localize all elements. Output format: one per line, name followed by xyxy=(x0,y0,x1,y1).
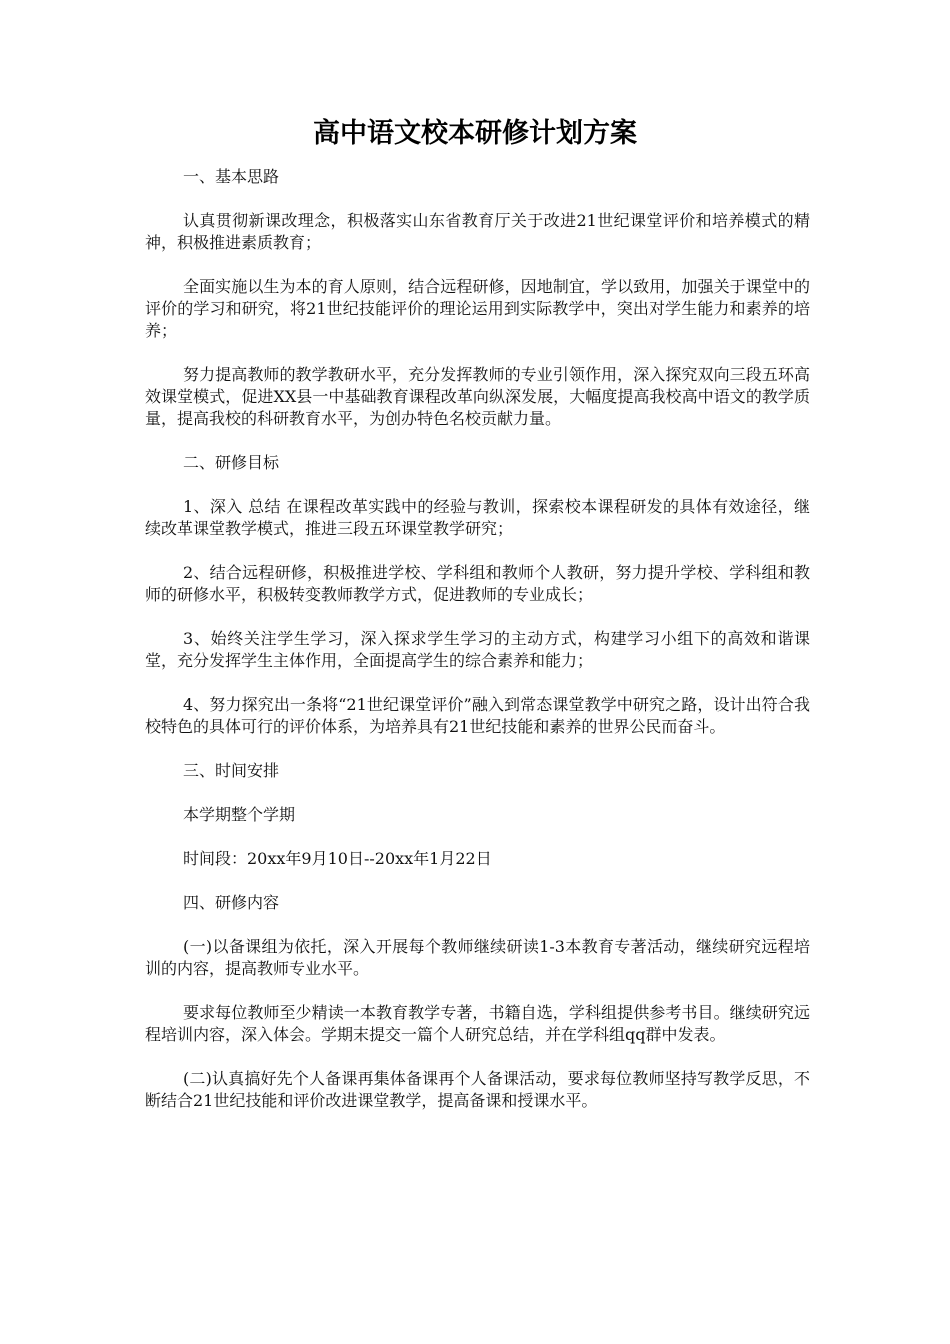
section-heading-basic-ideas: 一、基本思路 xyxy=(183,167,280,186)
paragraph: 本学期整个学期 xyxy=(183,805,296,824)
paragraph: 4、努力探究出一条将“21世纪课堂评价”融入到常态课堂教学中研究之路，设计出符合我校特色的具体可行的评价体系，为培养具有21世纪技能和素养的世界公民而奋斗。 xyxy=(145,695,810,736)
section-heading-content: 四、研修内容 xyxy=(183,893,280,912)
section-heading-schedule: 三、时间安排 xyxy=(183,761,280,780)
paragraph: 3、始终关注学生学习，深入探求学生学习的主动方式，构建学习小组下的高效和谐课堂，充分发挥学生主体作用，全面提高学生的综合素养和能力； xyxy=(145,629,810,670)
paragraph: 1、深入 总结 在课程改革实践中的经验与教训，探索校本课程研发的具体有效途径，继续改革课堂教学模式，推进三段五环课堂教学研究； xyxy=(145,497,810,538)
paragraph: 努力提高教师的教学教研水平，充分发挥教师的专业引领作用，深入探究双向三段五环高效课堂模式，促进XX县一中基础教育课程改革向纵深发展，大幅度提高我校高中语文的教学质量，提高我校的科研教育水平，为创办特色名校贡献力量。 xyxy=(145,365,810,428)
paragraph: 时间段：20xx年9月10日--20xx年1月22日 xyxy=(183,849,492,868)
paragraph: 要求每位教师至少精读一本教育教学专著，书籍自选，学科组提供参考书目。继续研究远程培训内容，深入体会。学期末提交一篇个人研究总结，并在学科组qq群中发表。 xyxy=(145,1003,810,1044)
document-title: 高中语文校本研修计划方案 xyxy=(313,118,637,149)
document-body xyxy=(145,166,810,1134)
paragraph: 全面实施以生为本的育人原则，结合远程研修，因地制宜，学以致用，加强关于课堂中的评价的学习和研究，将21世纪技能评价的理论运用到实际教学中，突出对学生能力和素养的培养； xyxy=(145,277,810,340)
paragraph: (二)认真搞好先个人备课再集体备课再个人备课活动，要求每位教师坚持写教学反思，不断结合21世纪技能和评价改进课堂教学，提高备课和授课水平。 xyxy=(145,1069,810,1110)
section-heading-goals: 二、研修目标 xyxy=(183,453,280,472)
paragraph: 2、结合远程研修，积极推进学校、学科组和教师个人教研，努力提升学校、学科组和教师的研修水平，积极转变教师教学方式，促进教师的专业成长； xyxy=(145,563,810,604)
paragraph: 认真贯彻新课改理念，积极落实山东省教育厅关于改进21世纪课堂评价和培养模式的精神，积极推进素质教育； xyxy=(145,211,810,252)
paragraph: (一)以备课组为依托，深入开展每个教师继续研读1-3本教育专著活动，继续研究远程培训的内容，提高教师专业水平。 xyxy=(145,937,810,978)
